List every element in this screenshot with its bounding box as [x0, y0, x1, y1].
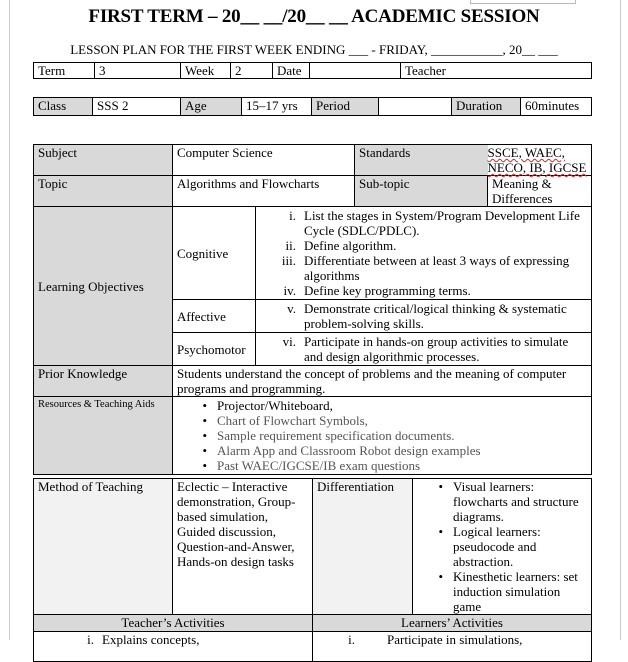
left-margin-line: [9, 0, 10, 640]
differentiation-text: Logical learners: pseudocode and abstraction.: [453, 524, 541, 569]
objectives-label: Learning Objectives: [34, 207, 173, 366]
duration-label: Duration: [452, 98, 521, 116]
bullet-icon: •: [202, 458, 207, 473]
teacher-activities-cell: [34, 632, 313, 662]
resource-text: Past WAEC/IGCSE/IB exam questions: [217, 458, 421, 473]
bullet-icon: •: [202, 428, 207, 443]
objective-item: [260, 208, 587, 238]
cognitive-objectives: [256, 207, 592, 300]
subject-label: Subject: [34, 145, 173, 176]
cognitive-label: Cognitive: [173, 207, 256, 300]
differentiation-label: Differentiation: [313, 479, 413, 615]
topic-label: Topic: [34, 176, 173, 207]
teacher-label: Teacher: [401, 63, 459, 79]
activity-num: i.: [348, 632, 355, 647]
objective-item: [260, 253, 587, 283]
objective-num: iv.: [283, 283, 296, 298]
differentiation-item: [417, 569, 587, 614]
objective-num: v.: [287, 301, 296, 316]
page-subtitle: LESSON PLAN FOR THE FIRST WEEK ENDING ___ - FRIDAY, ___________, 20__ ___: [70, 42, 558, 57]
term-table: [33, 62, 592, 79]
age-value[interactable]: 15–17 yrs: [242, 98, 312, 116]
differentiation-item: [417, 479, 587, 524]
bullet-icon: •: [202, 413, 207, 428]
week-value[interactable]: 2: [231, 63, 273, 79]
topic-value: Algorithms and Flowcharts: [173, 176, 355, 207]
subject-value: Computer Science: [173, 145, 355, 176]
activity-text: Explains concepts,: [102, 632, 200, 647]
differentiation-text: Visual learners: flowcharts and structure diagrams.: [453, 479, 579, 524]
duration-value[interactable]: 60minutes: [521, 98, 592, 116]
differentiation-text: Kinesthetic learners: set induction simulation game: [453, 569, 578, 614]
date-label: Date: [273, 63, 310, 79]
resource-text: Alarm App and Classroom Robot design examples: [217, 443, 481, 458]
psychomotor-label: Psychomotor: [173, 333, 256, 366]
subtopic-value: Meaning & Differences: [488, 176, 592, 207]
bullet-icon: •: [202, 398, 207, 413]
right-margin-line: [620, 0, 621, 640]
bullet-icon: •: [438, 479, 443, 494]
period-label: Period: [312, 98, 379, 116]
resource-item: [177, 458, 587, 473]
class-table: [33, 97, 592, 116]
objective-item: [260, 301, 587, 331]
page-title: FIRST TERM – 20__ __/20__ __ ACADEMIC SESSION: [88, 6, 540, 27]
resource-text: Projector/Whiteboard,: [217, 398, 333, 413]
period-value[interactable]: [379, 98, 452, 116]
bullet-icon: •: [438, 524, 443, 539]
resource-text: Sample requirement specification documents.: [217, 428, 455, 443]
objective-num: vi.: [282, 334, 296, 349]
learner-activities-header: Learners’ Activities: [313, 615, 592, 632]
class-value[interactable]: SSS 2: [93, 98, 181, 116]
prior-knowledge-label: Prior Knowledge: [34, 366, 173, 397]
method-value: Eclectic – Interactive demonstration, Group-based simulation, Guided discussion, Question-and-Answer, Hands-on design tasks: [173, 479, 313, 615]
teacher-activities-header: Teacher’s Activities: [34, 615, 313, 632]
differentiation-list: [413, 479, 592, 615]
resource-item: [177, 428, 587, 443]
term-value[interactable]: 3: [95, 63, 181, 79]
psychomotor-objectives: [256, 333, 592, 366]
teacher-value[interactable]: [459, 63, 592, 79]
objective-text: Define algorithm.: [304, 238, 397, 253]
bullet-icon: •: [438, 569, 443, 584]
term-label: Term: [34, 63, 95, 79]
date-value[interactable]: [310, 63, 401, 79]
activity-num: i.: [87, 632, 94, 647]
objective-num: i.: [289, 208, 296, 223]
affective-objectives: [256, 300, 592, 333]
week-label: Week: [181, 63, 231, 79]
resource-item: [177, 398, 587, 413]
bullet-icon: •: [202, 443, 207, 458]
affective-label: Affective: [173, 300, 256, 333]
prior-knowledge-value: Students understand the concept of problems and the meaning of computer programs and programming.: [173, 366, 592, 397]
plan-table: [33, 144, 592, 475]
objective-item: [260, 283, 587, 298]
method-table: [33, 478, 592, 662]
objective-text: List the stages in System/Program Development Life Cycle (SDLC/PDLC).: [304, 208, 580, 238]
objective-item: [260, 334, 587, 364]
resource-item: [177, 413, 587, 428]
standards-value: [488, 145, 592, 176]
age-label: Age: [181, 98, 242, 116]
learner-activities-cell: [313, 632, 592, 662]
differentiation-item: [417, 524, 587, 569]
objective-item: [260, 238, 587, 253]
class-label: Class: [34, 98, 93, 116]
objective-text: Differentiate between at least 3 ways of expressing algorithms: [304, 253, 570, 283]
top-edge-decoration: [470, 0, 576, 4]
objective-num: iii.: [281, 253, 296, 268]
standards-value-text: SSCE, WAEC, NECO, IB, IGCSE: [487, 145, 587, 175]
resource-text: Chart of Flowchart Symbols,: [217, 413, 368, 428]
objective-text: Define key programming terms.: [304, 283, 471, 298]
resources-label: Resources & Teaching Aids: [34, 397, 173, 475]
subtopic-label: Sub-topic: [355, 176, 488, 207]
objective-text: Demonstrate critical/logical thinking & systematic problem-solving skills.: [304, 301, 567, 331]
resources-list: [173, 397, 592, 475]
objective-num: ii.: [285, 238, 296, 253]
resource-item: [177, 443, 587, 458]
activity-text: Participate in simulations,: [387, 632, 523, 647]
objective-text: Participate in hands-on group activities to simulate and design algorithmic processes.: [304, 334, 569, 364]
method-label: Method of Teaching: [34, 479, 173, 615]
standards-label: Standards: [355, 145, 488, 176]
